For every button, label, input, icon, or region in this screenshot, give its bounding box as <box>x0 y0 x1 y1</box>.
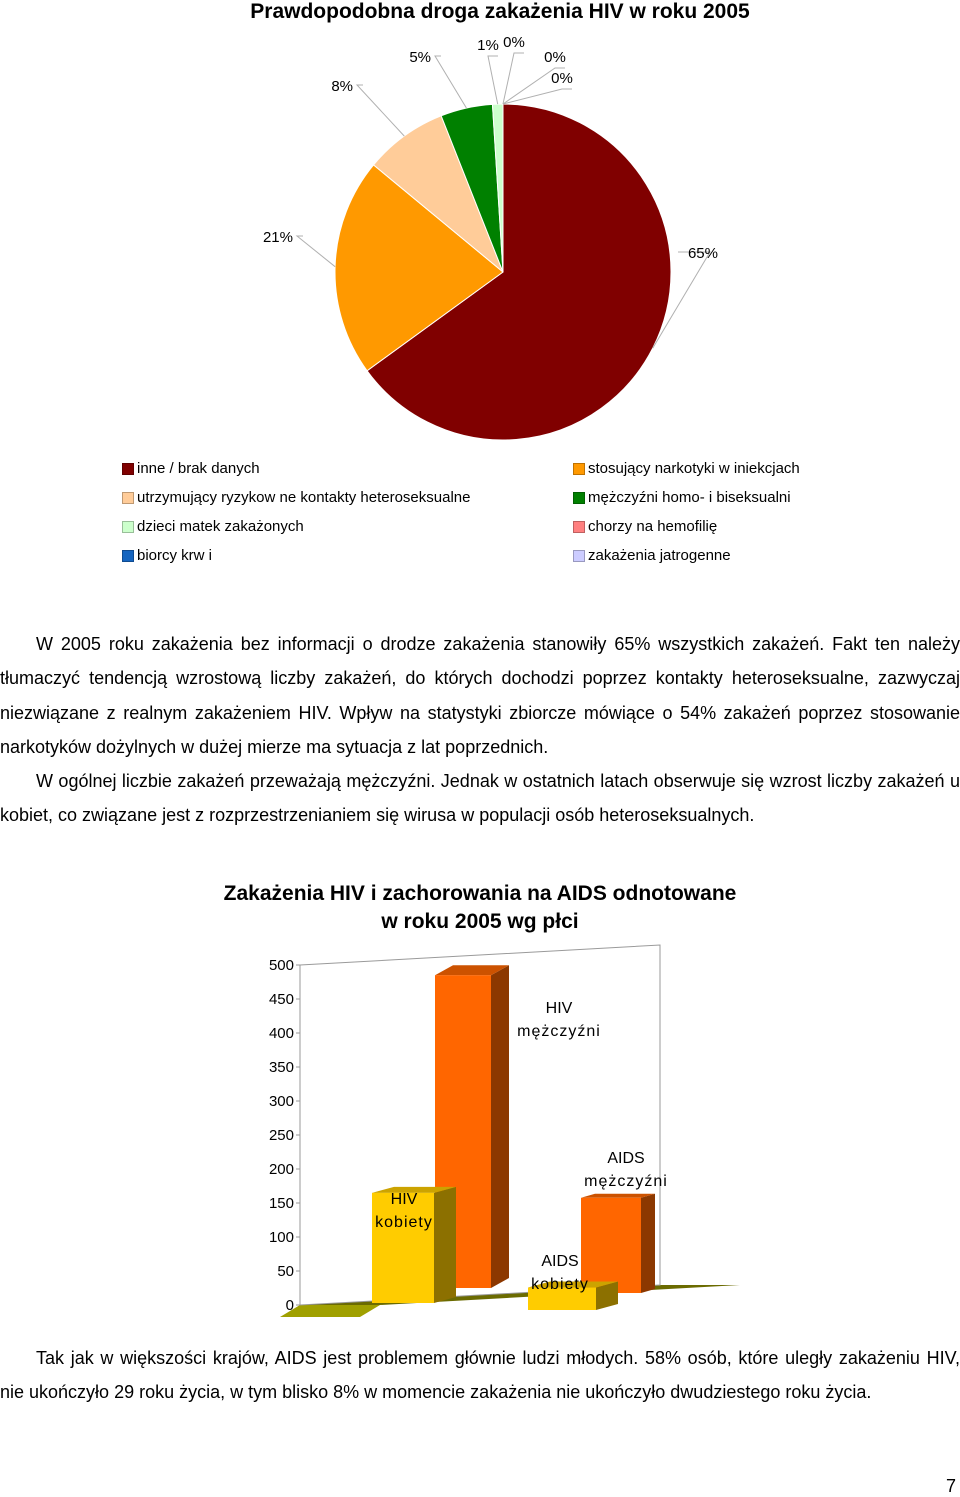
bar-label: mężczyźni <box>584 1173 668 1190</box>
bar-chart <box>0 940 960 1320</box>
pie-value-label: 0% <box>551 70 573 87</box>
y-tick-label: 350 <box>268 1059 294 1076</box>
legend-swatch <box>122 492 134 504</box>
bar-chart-title-line: Zakażenia HIV i zachorowania na AIDS odnotowane <box>223 882 737 905</box>
y-tick-label: 0 <box>285 1297 294 1314</box>
pie-value-label: 65% <box>687 245 718 262</box>
y-tick-label: 200 <box>268 1161 294 1178</box>
legend-swatch <box>573 521 585 533</box>
legend-swatch <box>122 550 134 562</box>
legend-label: dzieci matek zakażonych <box>137 518 304 535</box>
legend-item <box>573 516 717 538</box>
pie-leader-line <box>357 85 404 136</box>
bar <box>581 1198 641 1293</box>
y-tick-label: 450 <box>268 991 294 1008</box>
pie-chart <box>0 30 960 450</box>
y-tick-label: 100 <box>268 1229 294 1246</box>
legend-item <box>573 458 800 480</box>
legend-label: chorzy na hemofilię <box>588 518 718 535</box>
legend-label: zakażenia jatrogenne <box>588 547 731 564</box>
legend-item <box>573 487 791 509</box>
bar-label: HIV <box>545 1000 573 1017</box>
legend-swatch <box>573 492 585 504</box>
bar-side <box>434 1187 456 1303</box>
legend-swatch <box>122 521 134 533</box>
legend-swatch <box>573 550 585 562</box>
pie-value-label: 0% <box>503 34 525 51</box>
legend-item <box>573 545 731 567</box>
bar-side <box>641 1194 655 1293</box>
legend-item <box>122 487 470 509</box>
pie-value-label: 5% <box>409 49 431 66</box>
bar-chart-title-line: w roku 2005 wg płci <box>381 910 579 933</box>
bar-label: kobiety <box>531 1276 589 1293</box>
legend-label: biorcy krw i <box>137 547 213 564</box>
bar-label: AIDS <box>541 1253 579 1270</box>
pie-leader-line <box>435 56 466 108</box>
y-tick-label: 500 <box>268 957 294 974</box>
paragraph: W 2005 roku zakażenia bez informacji o drodze zakażenia stanowiły 65% wszystkich zakażeń. Fakt ten należy tłumaczyć tendencją wzrostową liczby zakażeń, do których dochodzi poprzez kontakty heteroseksualne, zazwyczaj niezwiązane z realnym zakażeniem HIV. Wpływ na statystyki zbiorcze mówiące o 54% zakażeń poprzez stosowanie narkotyków dożylnych w dużej mierze ma sytuacja z lat poprzednich. <box>0 634 960 757</box>
legend-item <box>122 516 304 538</box>
y-tick-label: 400 <box>268 1025 294 1042</box>
legend-item <box>122 458 260 480</box>
y-tick-label: 150 <box>268 1195 294 1212</box>
pie-value-label: 1% <box>477 37 499 54</box>
pie-value-label: 8% <box>331 78 353 95</box>
y-tick-label: 250 <box>268 1127 294 1144</box>
pie-leader-line <box>297 236 335 267</box>
bar-label: kobiety <box>375 1214 433 1231</box>
legend-label: utrzymujący ryzykow ne kontakty heteroseksualne <box>137 489 471 506</box>
y-tick-label: 300 <box>268 1093 294 1110</box>
paragraph: Tak jak w większości krajów, AIDS jest problemem głównie ludzi młodych. 58% osób, które uległy zakażeniu HIV, nie ukończyło 29 roku życia, w tym blisko 8% w momencie zakażenia nie ukończyło dwudziestego roku życia. <box>0 1348 960 1403</box>
bar-side <box>491 965 509 1288</box>
bar <box>372 1193 434 1303</box>
page-number: 7 <box>945 1476 956 1496</box>
pie-value-label: 0% <box>544 49 566 66</box>
chart-floor-front <box>280 1305 380 1317</box>
legend-label: mężczyźni homo- i biseksualni <box>588 489 791 506</box>
legend-swatch <box>122 463 134 475</box>
legend-item <box>122 545 212 567</box>
bar-chart-title <box>180 880 780 936</box>
legend-label: stosujący narkotyki w iniekcjach <box>588 460 800 477</box>
pie-legend <box>0 458 960 578</box>
bar-label: AIDS <box>607 1150 645 1167</box>
bar-label: HIV <box>390 1191 418 1208</box>
paragraph: W ogólnej liczbie zakażeń przeważają mężczyźni. Jednak w ostatnich latach obserwuje się wzrost liczby zakażeń u kobiet, co związane jest z rozprzestrzenianiem się wirusa w populacji osób heteroseksualnych. <box>0 771 960 826</box>
bar-label: mężczyźni <box>517 1023 601 1040</box>
pie-chart-title: Prawdopodobna droga zakażenia HIV w roku 2005 <box>250 0 750 23</box>
legend-swatch <box>573 463 585 475</box>
y-tick-label: 50 <box>277 1263 294 1280</box>
pie-leader-line <box>488 56 498 104</box>
pie-value-label: 21% <box>262 229 293 246</box>
legend-label: inne / brak danych <box>137 460 260 477</box>
